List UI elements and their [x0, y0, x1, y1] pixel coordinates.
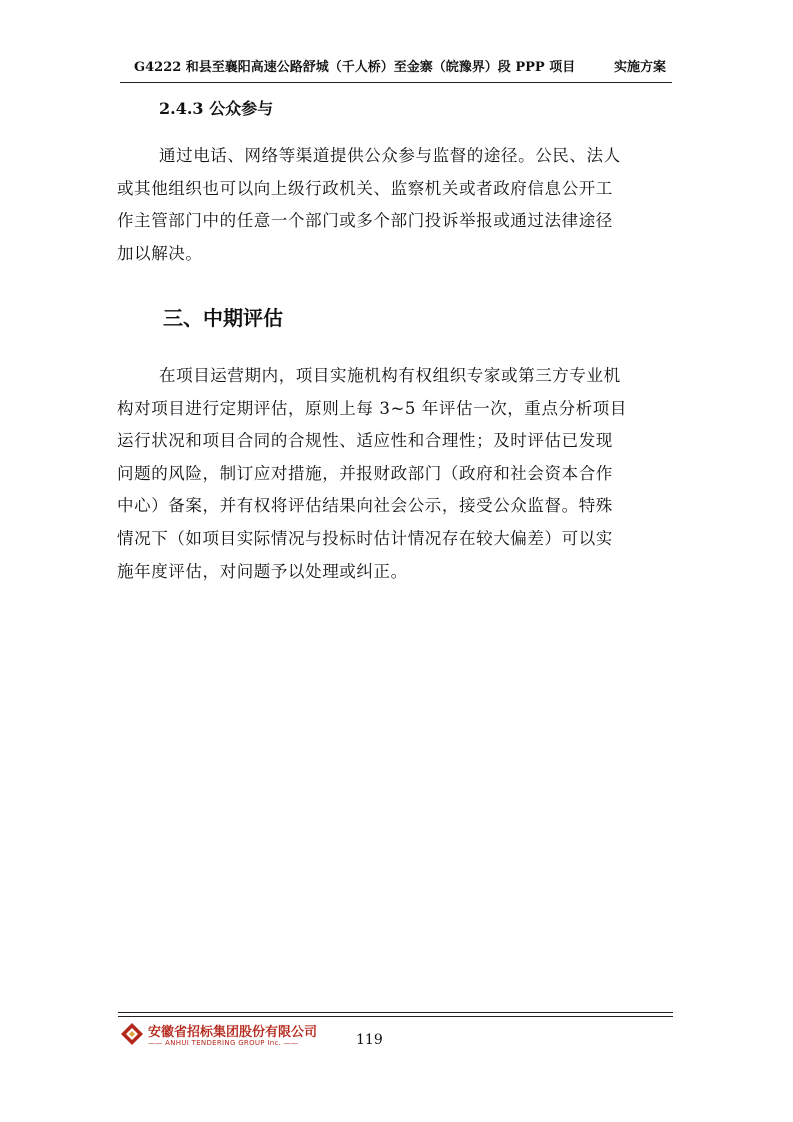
page-footer [118, 1012, 673, 1052]
diamond-logo-icon [120, 1022, 144, 1046]
page-number: 119 [356, 1032, 383, 1048]
paragraph-line: 问题的风险，制订应对措施，并报财政部门（政府和社会资本合作 [117, 463, 613, 483]
heading-2-4-3: 2.4.3 公众参与 [159, 99, 274, 118]
paragraph-public-participation [117, 140, 621, 270]
paragraph-line: 加以解决。 [117, 243, 203, 263]
page-header [120, 56, 672, 84]
paragraph-line: 或其他组织也可以向上级行政机关、监察机关或者政府信息公开工 [117, 178, 613, 198]
company-logo-english: —— ANHUI TENDERING GROUP Inc. —— [148, 1039, 299, 1047]
header-rule [120, 82, 672, 83]
paragraph-line: 运行状况和项目合同的合规性、适应性和合理性；及时评估已发现 [117, 431, 613, 451]
header-title: G4222 和县至襄阳高速公路舒城（千人桥）至金寨（皖豫界）段 PPP 项目 [134, 60, 576, 75]
paragraph-line: 通过电话、网络等渠道提供公众参与监督的途径。公民、法人 [159, 146, 621, 165]
paragraph-mid-term-evaluation [117, 360, 628, 588]
company-logo-text: 安徽省招标集团股份有限公司 [148, 1025, 318, 1040]
footer-rule-thin [118, 1016, 673, 1017]
paragraph-line: 中心）备案，并有权将评估结果向社会公示，接受公众监督。特殊 [117, 496, 613, 516]
paragraph-line: 施年度评估，对问题予以处理或纠正。 [117, 561, 408, 581]
paragraph-line: 构对项目进行定期评估，原则上每 3~5 年评估一次，重点分析项目 [117, 398, 628, 418]
paragraph-line: 作主管部门中的任意一个部门或多个部门投诉举报或通过法律途径 [117, 211, 613, 231]
heading-mid-term-evaluation: 三、中期评估 [163, 306, 283, 330]
paragraph-line: 在项目运营期内，项目实施机构有权组织专家或第三方专业机 [159, 366, 621, 385]
paragraph-line: 情况下（如项目实际情况与投标时估计情况存在较大偏差）可以实 [117, 528, 613, 548]
footer-rule [118, 1012, 673, 1013]
header-section-label: 实施方案 [613, 60, 666, 75]
